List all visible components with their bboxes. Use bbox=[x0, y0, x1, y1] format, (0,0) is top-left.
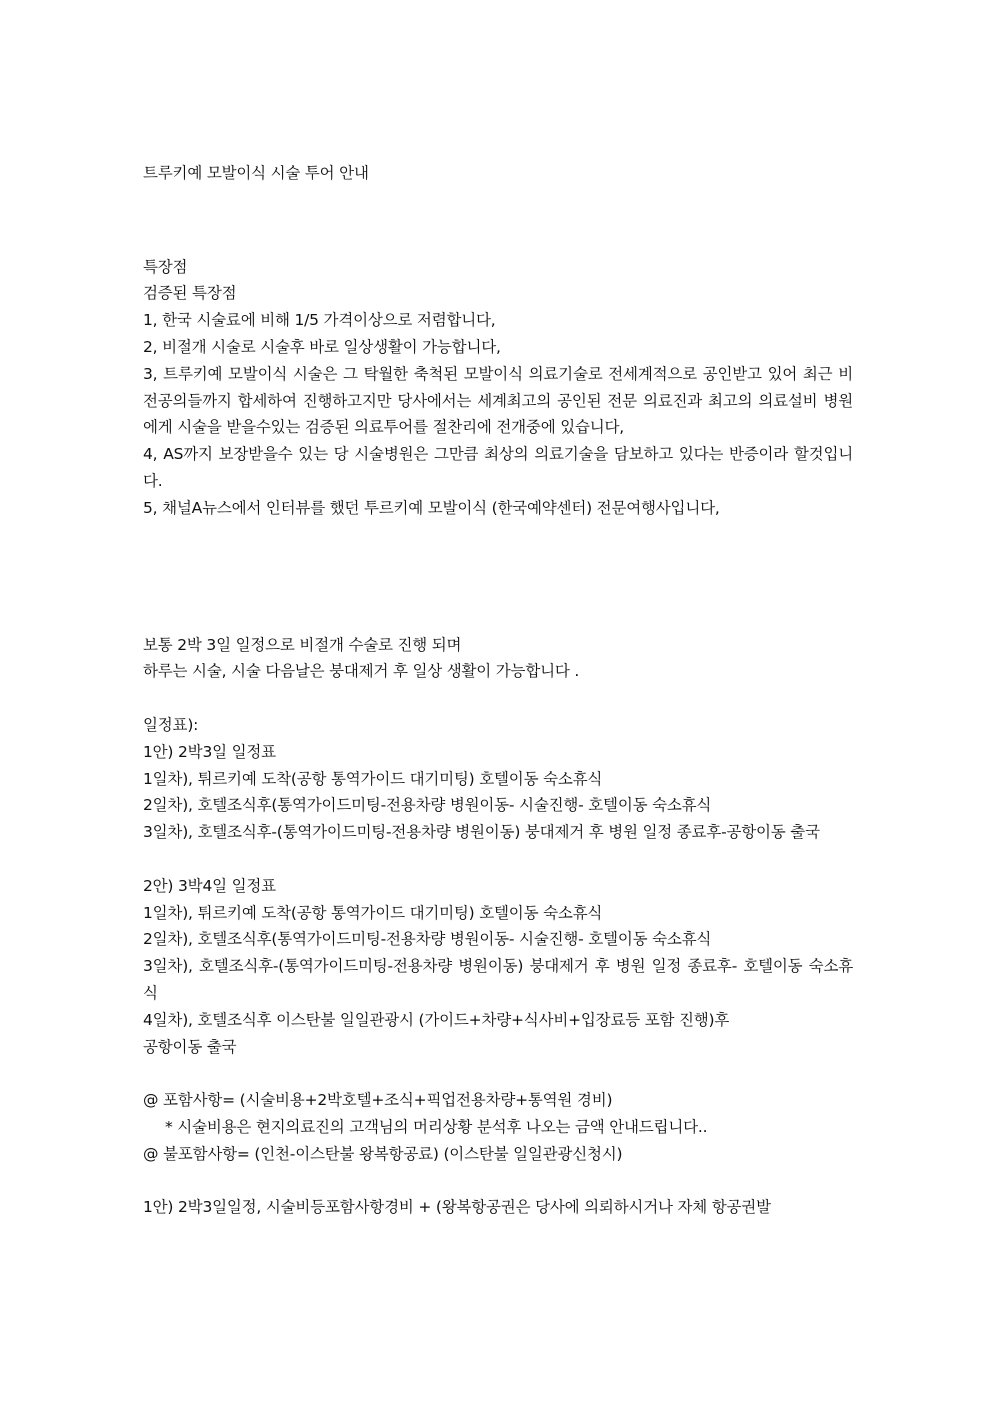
excluded-items: @ 불포함사항= (인천-이스탄불 왕복항공료) (이스탄불 일일관광신청시) bbox=[143, 1144, 623, 1163]
document-title: 트루키예 모발이식 시술 투어 안내 bbox=[143, 164, 369, 182]
plan2-day-4: 4일차), 호텔조식후 이스탄불 일일관광시 (가이드+차량+식사비+입장료등 포함 진행)후 bbox=[143, 1010, 730, 1029]
plan1-day-3: 3일차), 호텔조식후-(통역가이드미팅-전용차량 병원이동) 붕대제거 후 병원 일정 종료후-공항이동 출국 bbox=[143, 823, 820, 842]
intro-line-1: 보통 2박 3일 일정으로 비절개 수술로 진행 되며 bbox=[143, 635, 462, 654]
plan1-day-2: 2일차), 호텔조식후(통역가이드미팅-전용차량 병원이동- 시술진행- 호텔이동 숙소휴식 bbox=[143, 796, 712, 815]
document-body bbox=[143, 160, 853, 1221]
spacer bbox=[143, 1060, 853, 1087]
plan2-day-3: 3일차), 호텔조식후-(통역가이드미팅-전용차량 병원이동) 붕대제거 후 병원 일정 종료후- 호텔이동 숙소휴식 bbox=[143, 957, 853, 1002]
pricing-line-1: 1안) 2박3일일정, 시술비등포함사항경비 + (왕복항공권은 당사에 의뢰하시거나 자체 항공권발 bbox=[143, 1198, 771, 1217]
feature-item-4: 4, AS까지 보장받을수 있는 당 시술병원은 그만큼 최상의 의료기술을 담보하고 있다는 반증이라 할것입니다. bbox=[143, 445, 853, 490]
plan1-day-1: 1일차), 튀르키예 도착(공항 통역가이드 대기미팅) 호텔이동 숙소휴식 bbox=[143, 769, 603, 788]
schedule-heading: 일정표): bbox=[143, 715, 199, 734]
feature-item-2: 2, 비절개 시술로 시술후 바로 일상생활이 가능합니다, bbox=[143, 337, 501, 356]
spacer bbox=[143, 522, 853, 632]
included-note: * 시술비용은 현지의료진의 고객님의 머리상황 분석후 나오는 금액 안내드립니다.. bbox=[165, 1117, 708, 1136]
intro-line-2: 하루는 시술, 시술 다음날은 붕대제거 후 일상 생활이 가능합니다 . bbox=[143, 662, 580, 681]
features-heading: 특장점 bbox=[143, 257, 188, 276]
feature-item-3: 3, 트루키예 모발이식 시술은 그 탁월한 축척된 모발이식 의료기술로 전세계적으로 공인받고 있어 최근 비전공의들까지 합세하여 진행하고지만 당사에서는 세계최고의 공인된 전문 의료진과 최고의 의료설비 병원에게 시술을 받을수있는 검증된 의료투어를 절찬리에 전개중에 있습니다, bbox=[143, 364, 853, 437]
plan2-title: 2안) 3박4일 일정표 bbox=[143, 876, 276, 895]
included-items: @ 포함사항= (시술비용+2박호텔+조식+픽업전용차량+통역원 경비) bbox=[143, 1091, 613, 1110]
spacer bbox=[143, 685, 853, 712]
feature-item-5: 5, 채널A뉴스에서 인터뷰를 했던 투르키예 모발이식 (한국예약센터) 전문여행사입니다, bbox=[143, 498, 720, 517]
plan1-title: 1안) 2박3일 일정표 bbox=[143, 742, 276, 761]
feature-item-1: 1, 한국 시술료에 비해 1/5 가격이상으로 저렴합니다, bbox=[143, 311, 496, 330]
plan2-day-4-cont: 공항이동 출국 bbox=[143, 1037, 237, 1056]
plan2-day-2: 2일차), 호텔조식후(통역가이드미팅-전용차량 병원이동- 시술진행- 호텔이동 숙소휴식 bbox=[143, 930, 712, 949]
spacer bbox=[143, 227, 853, 254]
spacer bbox=[143, 1168, 853, 1195]
plan2-day-1: 1일차), 튀르키예 도착(공항 통역가이드 대기미팅) 호텔이동 숙소휴식 bbox=[143, 903, 603, 922]
features-subheading: 검증된 특장점 bbox=[143, 284, 237, 303]
spacer bbox=[143, 187, 853, 227]
spacer bbox=[143, 846, 853, 873]
